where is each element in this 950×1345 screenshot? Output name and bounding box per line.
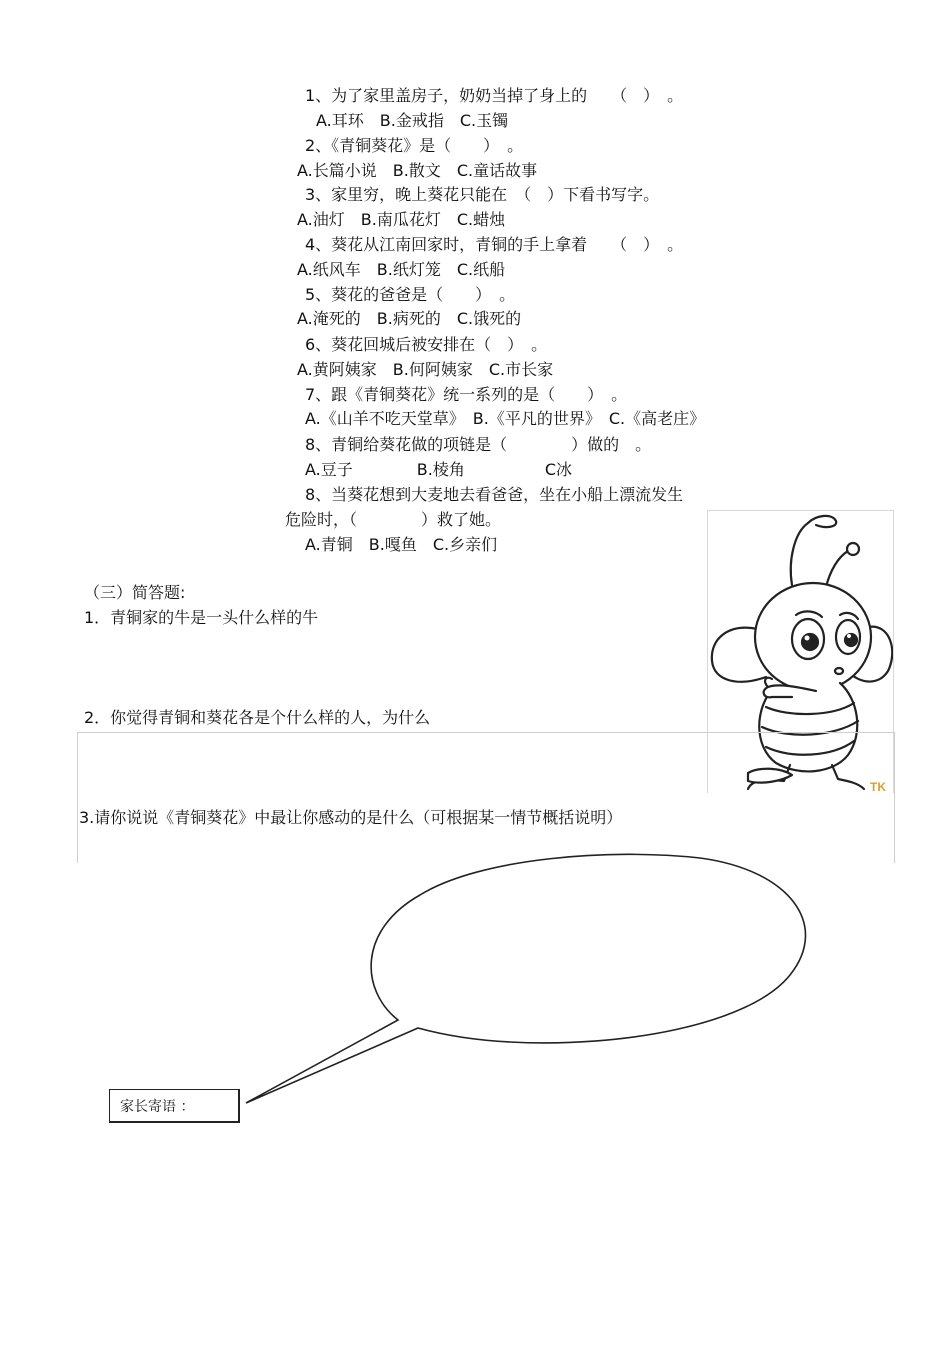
question-7-stem: 7、跟《青铜葵花》统一系列的是（ ） 。 — [305, 385, 628, 404]
question-5-stem: 5、葵花的爸爸是（ ） 。 — [305, 285, 516, 304]
stamp-label: TK — [870, 780, 886, 793]
question-2-options: A.长篇小说 B.散文 C.童话故事 — [297, 161, 538, 180]
question-1-stem: 1、为了家里盖房子，奶奶当掉了身上的 （ ） 。 — [305, 86, 684, 105]
question-9-stem-continued: 危险时，（ ）救了她。 — [285, 510, 502, 529]
question-4-options: A.纸风车 B.纸灯笼 C.纸船 — [297, 260, 506, 279]
question-3-stem: 3、家里穷，晚上葵花只能在 （ ）下看书写字。 — [305, 185, 660, 204]
short-answer-question-2: 2．你觉得青铜和葵花各是个什么样的人，为什么 — [84, 708, 431, 727]
question-6-options: A.黄阿姨家 B.何阿姨家 C.市长家 — [297, 360, 554, 379]
question-1-options: A.耳环 B.金戒指 C.玉镯 — [316, 111, 509, 130]
question-9-options: A.青铜 B.嘎鱼 C.乡亲们 — [305, 535, 498, 554]
question-8-stem: 8、青铜给葵花做的项链是（ ）做的 。 — [305, 435, 652, 454]
question-7-options: A.《山羊不吃天堂草》 B.《平凡的世界》 C.《高老庄》 — [305, 409, 706, 428]
question-3-options: A.油灯 B.南瓜花灯 C.蜡烛 — [297, 210, 506, 229]
question-6-stem: 6、葵花回城后被安排在（ ） 。 — [305, 335, 548, 354]
parent-note-box[interactable] — [109, 1089, 240, 1123]
question-4-stem: 4、葵花从江南回家时，青铜的手上拿着 （ ） 。 — [305, 235, 684, 254]
question-2-stem: 2、《青铜葵花》是（ ） 。 — [305, 136, 524, 155]
short-answer-heading: （三）简答题: — [84, 583, 186, 602]
question-5-options: A.淹死的 B.病死的 C.饿死的 — [297, 309, 522, 328]
question-9-stem: 8、当葵花想到大麦地去看爸爸，坐在小船上漂流发生 — [305, 485, 684, 504]
parent-note-label: 家长寄语 ： — [120, 1099, 195, 1115]
short-answer-question-1: 1．青铜家的牛是一头什么样的牛 — [84, 608, 319, 627]
question-8-options: A.豆子 B.棱角 C冰 — [305, 460, 572, 479]
short-answer-question-3: 3.请你说说《青铜葵花》中最让你感动的是什么（可根据某一情节概括说明） — [79, 808, 623, 827]
